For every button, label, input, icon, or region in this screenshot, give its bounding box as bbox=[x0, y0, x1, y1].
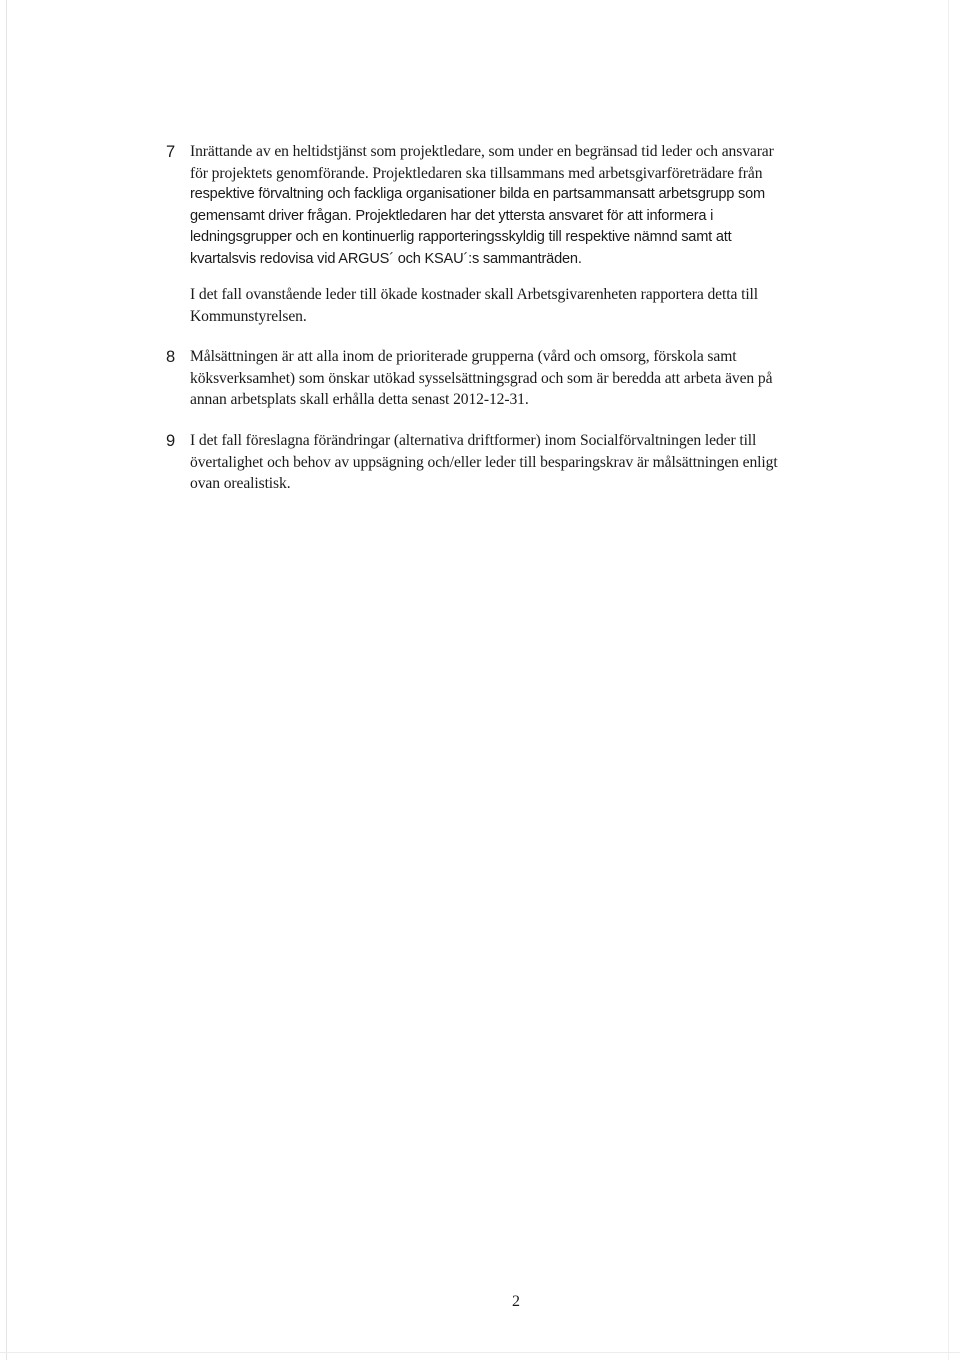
item-body bbox=[190, 430, 880, 495]
text-line: ledningsgrupper och en kontinuerlig rapporteringsskyldig till respektive nämnd samt att bbox=[190, 229, 732, 245]
text-line: Kommunstyrelsen. bbox=[190, 307, 307, 325]
text-line: Inrättande av en heltidstjänst som projektledare, som under en begränsad tid leder och ansvarar bbox=[190, 143, 774, 160]
scan-edge-right bbox=[948, 0, 949, 1360]
item-number: 9 bbox=[166, 432, 176, 450]
text-line: annan arbetsplats skall erhålla detta senast 2012-12-31. bbox=[190, 391, 529, 408]
text-line: kvartalsvis redovisa vid ARGUS´ och KSAU´:s sammanträden. bbox=[190, 250, 582, 267]
text-line: köksverksamhet) som önskar utökad sysselsättningsgrad och som är beredda att arbeta även på bbox=[190, 369, 773, 387]
text-line: gemensamt driver frågan. Projektledaren har det yttersta ansvaret för att informera i bbox=[190, 207, 714, 224]
scan-edge-bottom bbox=[0, 1352, 960, 1353]
item-body bbox=[190, 346, 880, 411]
item-body bbox=[190, 141, 880, 327]
item-number: 7 bbox=[166, 143, 176, 161]
text-line: för projektets genomförande. Projektledaren ska tillsammans med arbetsgivarföreträdare från bbox=[190, 164, 763, 182]
text-line: I det fall ovanstående leder till ökade kostnader skall Arbetsgivarenheten rapportera detta till bbox=[190, 286, 759, 303]
text-line: ovan orealistisk. bbox=[190, 475, 291, 492]
page-number: 2 bbox=[512, 1293, 520, 1310]
scan-edge-left bbox=[6, 0, 7, 1360]
text-line: övertalighet och behov av uppsägning och/eller leder till besparingskrav är målsättningen enligt bbox=[190, 453, 778, 471]
item-number: 8 bbox=[166, 348, 176, 366]
text-line: Målsättningen är att alla inom de prioriterade grupperna (vård och omsorg, förskola samt bbox=[190, 348, 737, 365]
text-line: I det fall föreslagna förändringar (alternativa driftformer) inom Socialförvaltningen leder till bbox=[190, 432, 757, 449]
text-line: respektive förvaltning och fackliga organisationer bilda en partsammansatt arbetsgrupp som bbox=[190, 186, 765, 202]
